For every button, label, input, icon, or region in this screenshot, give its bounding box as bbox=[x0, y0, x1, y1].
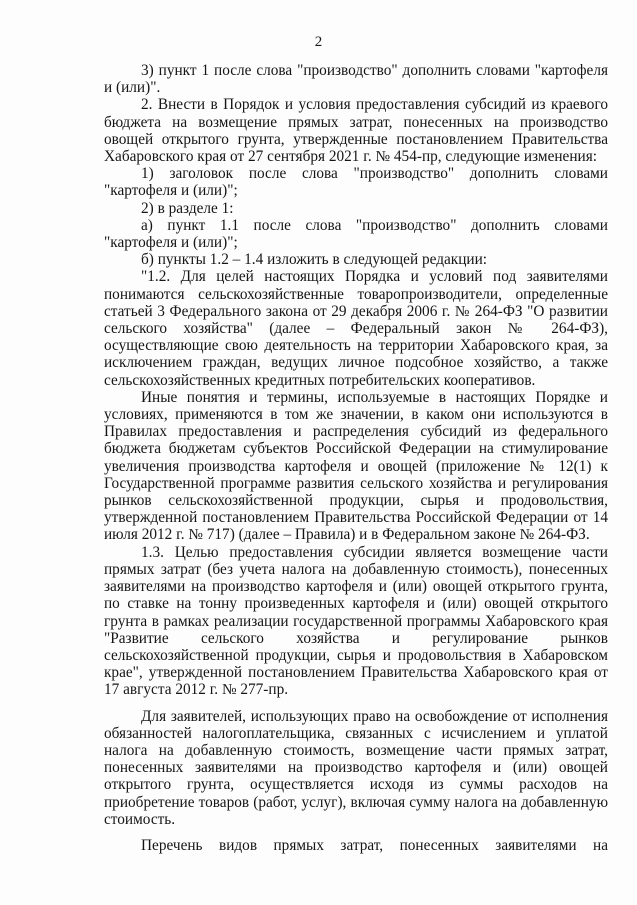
document-body bbox=[104, 62, 608, 854]
paragraph-item-3-potatoes: 3) пункт 1 после слова "производство" дополнить словами "картофеля и (или)". bbox=[104, 62, 608, 97]
paragraph-amend-procedure: 2. Внести в Порядок и условия предоставления субсидий из краевого бюджета на возмещение прямых затрат, понесенных на производство овощей открытого грунта, утвержденные постановлением Правительства Хабаровского края от 27 сентября 2021 г. № 454-пр, следующие изменения: bbox=[104, 96, 608, 166]
paragraph-vat-exempt: Для заявителей, использующих право на освобождение от исполнения обязанностей налогоплательщика, связанных с исчислением и уплатой налога на добавленную стоимость, возмещение части прямых затрат, понесенных заявителями на производство картофеля и (или) овощей открытого грунта, осуществляется исходя из суммы расходов на приобретение товаров (работ, услуг), включая сумму налога на добавленную стоимость. bbox=[104, 707, 608, 828]
paragraph-point-1-1: а) пункт 1.1 после слова "производство" дополнить словами "картофеля и (или)"; bbox=[104, 216, 608, 252]
paragraph-1-2-applicants: "1.2. Для целей настоящих Порядка и условий под заявителями понимаются сельскохозяйственные товаропроизводители, определенные статьей 3 Федерального закона от 29 декабря 2006 г. № 264-ФЗ "О развитии сельского хозяйства" (далее – Федеральный закон № 264-ФЗ), осуществляющие свою деятельность на территории Хабаровского края, за исключением граждан, ведущих личное подсобное хозяйство, а также сельскохозяйственных кредитных потребительских кооперативов. bbox=[104, 268, 608, 389]
paragraph-terms: Иные понятия и термины, используемые в настоящих Порядке и условиях, применяются в том же значении, в каком они используются в Правилах предоставления и распределения субсидий из федерального бюджета бюджетам субъектов Российской Федерации на стимулирование увеличения производства картофеля и овощей (приложение № 12(1) к Государственной программе развития сельского хозяйства и регулирования рынков сельскохозяйственной продукции, сырья и продовольствия, утвержденной постановлением Правительства Российской Федерации от 14 июля 2012 г. № 717) (далее – Правила) и в Федеральном законе № 264-ФЗ. bbox=[104, 388, 608, 544]
paragraph-section-1: 2) в разделе 1: bbox=[141, 199, 234, 217]
paragraph-title-change: 1) заголовок после слова "производство" дополнить словами "картофеля и (или)"; bbox=[104, 165, 608, 200]
paragraph-points-1-2-1-4: б) пункты 1.2 – 1.4 изложить в следующей редакции: bbox=[141, 251, 488, 269]
paragraph-cost-list: Перечень видов прямых затрат, понесенных заявителями на bbox=[141, 836, 608, 854]
paragraph-1-3-purpose: 1.3. Целью предоставления субсидии является возмещение части прямых затрат (без учета налога на добавленную стоимость), понесенных заявителями на производство картофеля и (или) овощей открытого грунта, по ставке на тонну произведенных картофеля и (или) овощей открытого грунта в рамках реализации государственной программы Хабаровского края "Развитие сельского хозяйства и регулирование рынков сельскохозяйственной продукции, сырья и продовольствия в Хабаровском крае", утвержденной постановлением Правительства Хабаровского края от 17 августа 2012 г. № 277-пр. bbox=[104, 543, 608, 699]
page-number: 2 bbox=[314, 34, 323, 50]
